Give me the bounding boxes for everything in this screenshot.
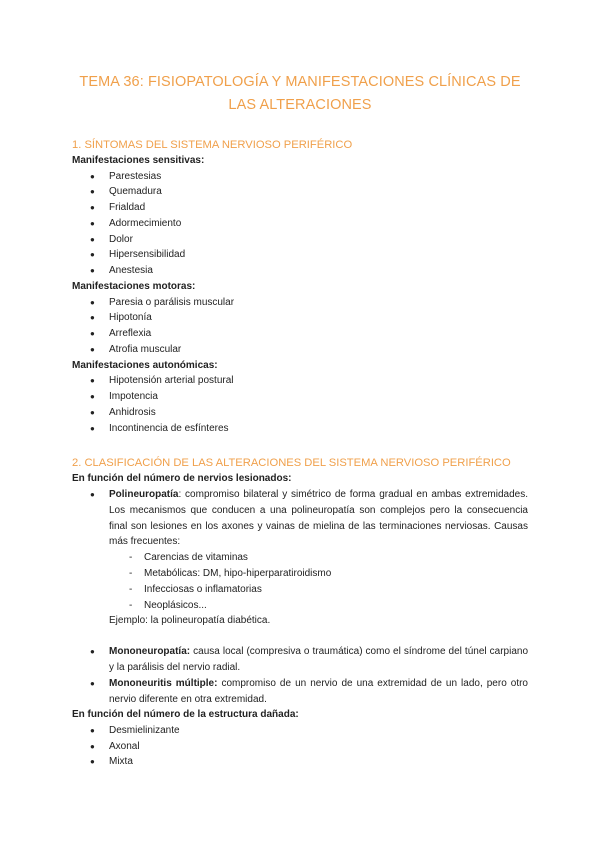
section-heading-2: 2. CLASIFICACIÓN DE LAS ALTERACIONES DEL SISTEMA NERVIOSO PERIFÉRICO	[72, 457, 511, 470]
list-causas	[109, 550, 528, 613]
mononeuropatia-paragraph	[109, 644, 528, 676]
list-item: ● Axonal	[90, 739, 528, 755]
list-item: - Metabólicas: DM, hipo-hiperparatiroidismo	[129, 566, 528, 582]
group-label-autonomicas: Manifestaciones autonómicas:	[72, 359, 218, 371]
list-item: ● Desmielinizante	[90, 723, 528, 739]
list-motoras	[72, 295, 528, 358]
group-label-sensitivas: Manifestaciones sensitivas:	[72, 155, 205, 166]
group-label-estructura: En función del número de la estructura dañada:	[72, 709, 299, 721]
term-mononeuropatia: Mononeuropatía:	[109, 646, 191, 658]
list-item: ● Impotencia	[90, 389, 528, 405]
list-item: ● Adormecimiento	[90, 216, 528, 232]
term-mononeuritis: Mononeuritis múltiple:	[109, 677, 218, 689]
list-item: ● Anhidrosis	[90, 405, 528, 421]
list-item: ● Parestesias	[90, 169, 528, 185]
list-item: ● Paresia o parálisis muscular	[90, 295, 528, 311]
group-label-nervios: En función del número de nervios lesionados:	[72, 473, 292, 485]
list-item-mononeuropatia	[90, 644, 528, 676]
polineuropatia-paragraph	[109, 487, 528, 550]
list-autonomicas	[72, 373, 528, 436]
list-item-mononeuritis	[90, 676, 528, 708]
list-sensitivas	[72, 169, 528, 280]
polineuropatia-text: : compromiso bilateral y simétrico de forma gradual en ambas extremidades. Los mecanismos que conducen a una polineuropatía son complejos pero la consecuencia final son lesiones en los axones y vainas de mielina de las terminaciones nerviosas. Causas más frecuentes:	[109, 488, 528, 548]
list-nervios-lesionados	[72, 487, 528, 707]
list-item: ● Mixta	[90, 754, 528, 770]
list-item: ● Dolor	[90, 232, 528, 248]
list-item: ● Anestesia	[90, 263, 528, 279]
term-polineuropatia: Polineuropatía	[109, 488, 179, 500]
list-item: ● Quemadura	[90, 184, 528, 200]
list-item: - Neoplásicos...	[129, 598, 528, 614]
list-item: - Infecciosas o inflamatorias	[129, 582, 528, 598]
mononeuritis-text: compromiso de un nervio de una extremidad de un lado, pero otro nervio diferente en otra extremidad.	[109, 677, 528, 705]
section-heading-1: 1. SÍNTOMAS DEL SISTEMA NERVIOSO PERIFÉRICO	[72, 139, 353, 151]
document-title: TEMA 36: FISIOPATOLOGÍA Y MANIFESTACIONES CLÍNICAS DE LAS ALTERACIONES	[79, 74, 521, 113]
list-item: ● Hipotonía	[90, 310, 528, 326]
list-item: ● Hipersensibilidad	[90, 247, 528, 263]
list-item: ● Incontinencia de esfínteres	[90, 421, 528, 437]
mononeuritis-paragraph	[109, 676, 528, 708]
list-item-polineuropatia	[90, 487, 528, 629]
group-label-motoras: Manifestaciones motoras:	[72, 281, 196, 293]
mononeuropatia-text: causa local (compresiva o traumática) como el síndrome del túnel carpiano y la parálisis del nervio radial.	[109, 646, 528, 673]
list-item: ● Frialdad	[90, 200, 528, 216]
list-item: - Carencias de vitaminas	[129, 550, 528, 566]
list-item: ● Arreflexia	[90, 326, 528, 342]
list-item: ● Atrofia muscular	[90, 342, 528, 358]
list-estructura-danada	[72, 723, 528, 770]
list-item: ● Hipotensión arterial postural	[90, 373, 528, 389]
polineuropatia-example: Ejemplo: la polineuropatía diabética.	[109, 615, 271, 627]
